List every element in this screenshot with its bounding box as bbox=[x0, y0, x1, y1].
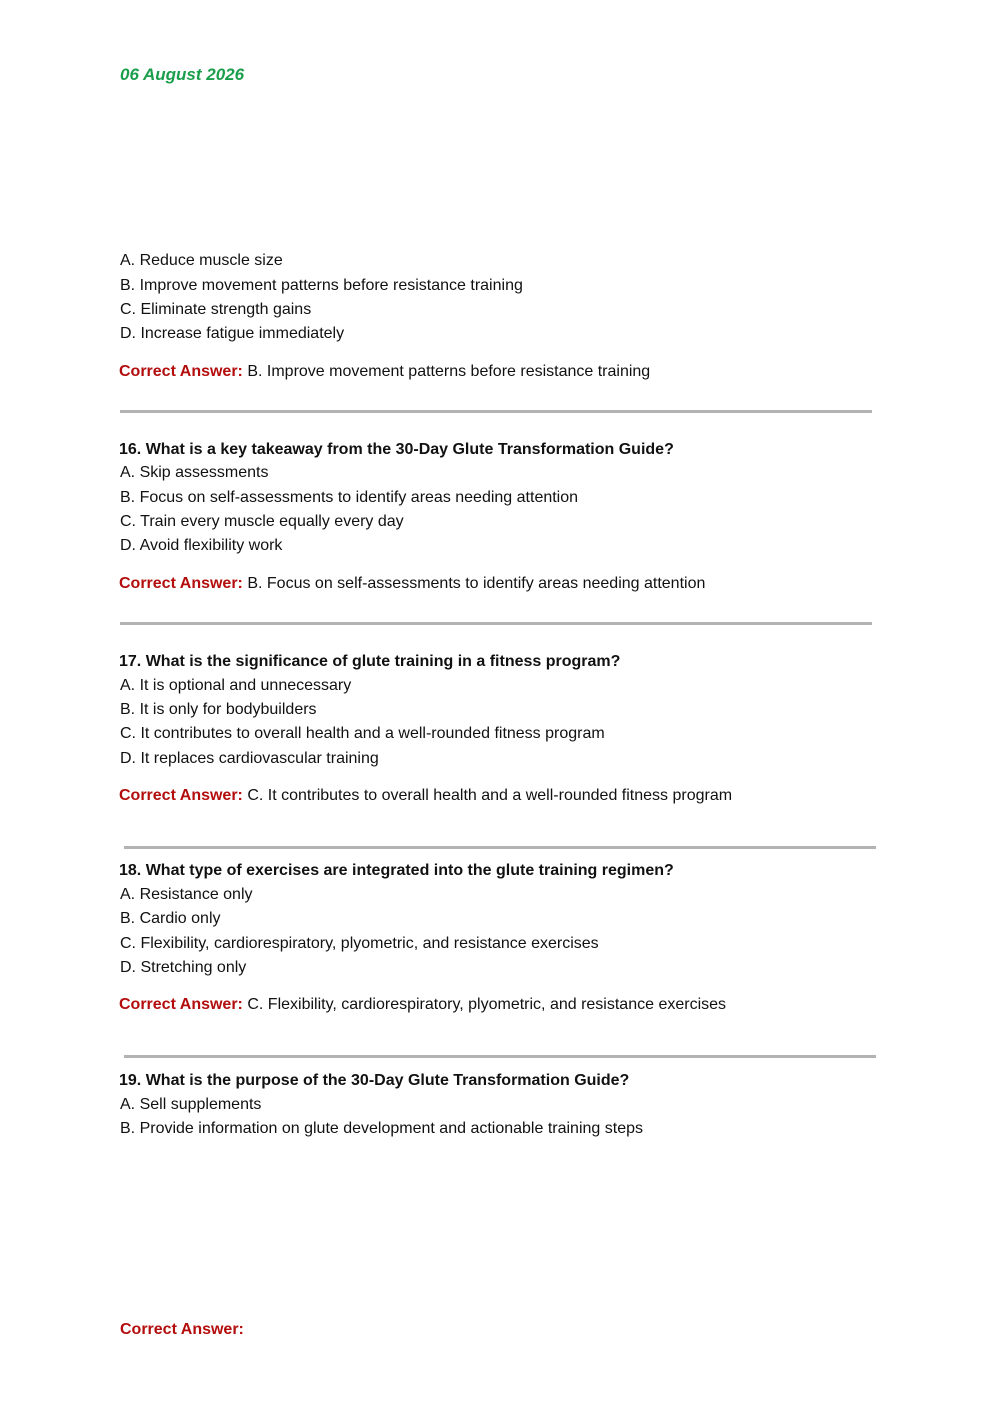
q18-option-b: B. Cardio only bbox=[120, 910, 221, 927]
q17-question: 17. What is the significance of glute training in a fitness program? bbox=[119, 653, 621, 670]
q16-correct-answer bbox=[119, 572, 705, 596]
q18-option-d: D. Stretching only bbox=[120, 959, 247, 976]
q18-option-c: C. Flexibility, cardiorespiratory, plyometric, and resistance exercises bbox=[120, 935, 599, 952]
q15-option-a: A. Reduce muscle size bbox=[120, 252, 283, 269]
correct-answer-label: Correct Answer: bbox=[119, 787, 243, 804]
q15-correct-answer bbox=[119, 360, 650, 384]
q16-option-a: A. Skip assessments bbox=[120, 464, 269, 481]
q18-option-a: A. Resistance only bbox=[120, 886, 253, 903]
correct-answer-text: B. Focus on self-assessments to identify areas needing attention bbox=[247, 575, 706, 592]
correct-answer-label: Correct Answer: bbox=[119, 996, 243, 1013]
q18-correct-answer bbox=[119, 993, 726, 1017]
divider bbox=[124, 1055, 876, 1058]
correct-answer-label: Correct Answer: bbox=[119, 363, 243, 380]
divider bbox=[120, 622, 872, 625]
correct-answer-label: Correct Answer: bbox=[120, 1321, 244, 1338]
q16-option-d: D. Avoid flexibility work bbox=[120, 537, 283, 554]
q17-correct-answer bbox=[119, 784, 732, 808]
q17-option-c: C. It contributes to overall health and a well-rounded fitness program bbox=[120, 725, 605, 742]
q17-option-a: A. It is optional and unnecessary bbox=[120, 677, 352, 694]
q19-option-b: B. Provide information on glute development and actionable training steps bbox=[120, 1120, 643, 1137]
q19-question: 19. What is the purpose of the 30-Day Glute Transformation Guide? bbox=[119, 1072, 630, 1089]
q15-option-d: D. Increase fatigue immediately bbox=[120, 325, 345, 342]
q17-option-b: B. It is only for bodybuilders bbox=[120, 701, 317, 718]
correct-answer-text: C. Flexibility, cardiorespiratory, plyometric, and resistance exercises bbox=[247, 996, 727, 1013]
correct-answer-text: C. It contributes to overall health and a well-rounded fitness program bbox=[247, 787, 733, 804]
q15-option-b: B. Improve movement patterns before resistance training bbox=[120, 277, 523, 294]
correct-answer-text: B. Improve movement patterns before resistance training bbox=[247, 363, 651, 380]
correct-answer-label: Correct Answer: bbox=[119, 575, 243, 592]
page-date: 06 August 2026 bbox=[120, 65, 245, 84]
q19-option-a: A. Sell supplements bbox=[120, 1096, 262, 1113]
q16-option-c: C. Train every muscle equally every day bbox=[120, 513, 404, 530]
q18-question: 18. What type of exercises are integrated into the glute training regimen? bbox=[119, 862, 674, 879]
q19-correct-answer bbox=[120, 1318, 244, 1342]
q17-option-d: D. It replaces cardiovascular training bbox=[120, 750, 379, 767]
divider bbox=[120, 410, 872, 413]
divider bbox=[124, 846, 876, 849]
q16-option-b: B. Focus on self-assessments to identify areas needing attention bbox=[120, 489, 579, 506]
q15-option-c: C. Eliminate strength gains bbox=[120, 301, 312, 318]
q16-question: 16. What is a key takeaway from the 30-Day Glute Transformation Guide? bbox=[119, 441, 674, 458]
